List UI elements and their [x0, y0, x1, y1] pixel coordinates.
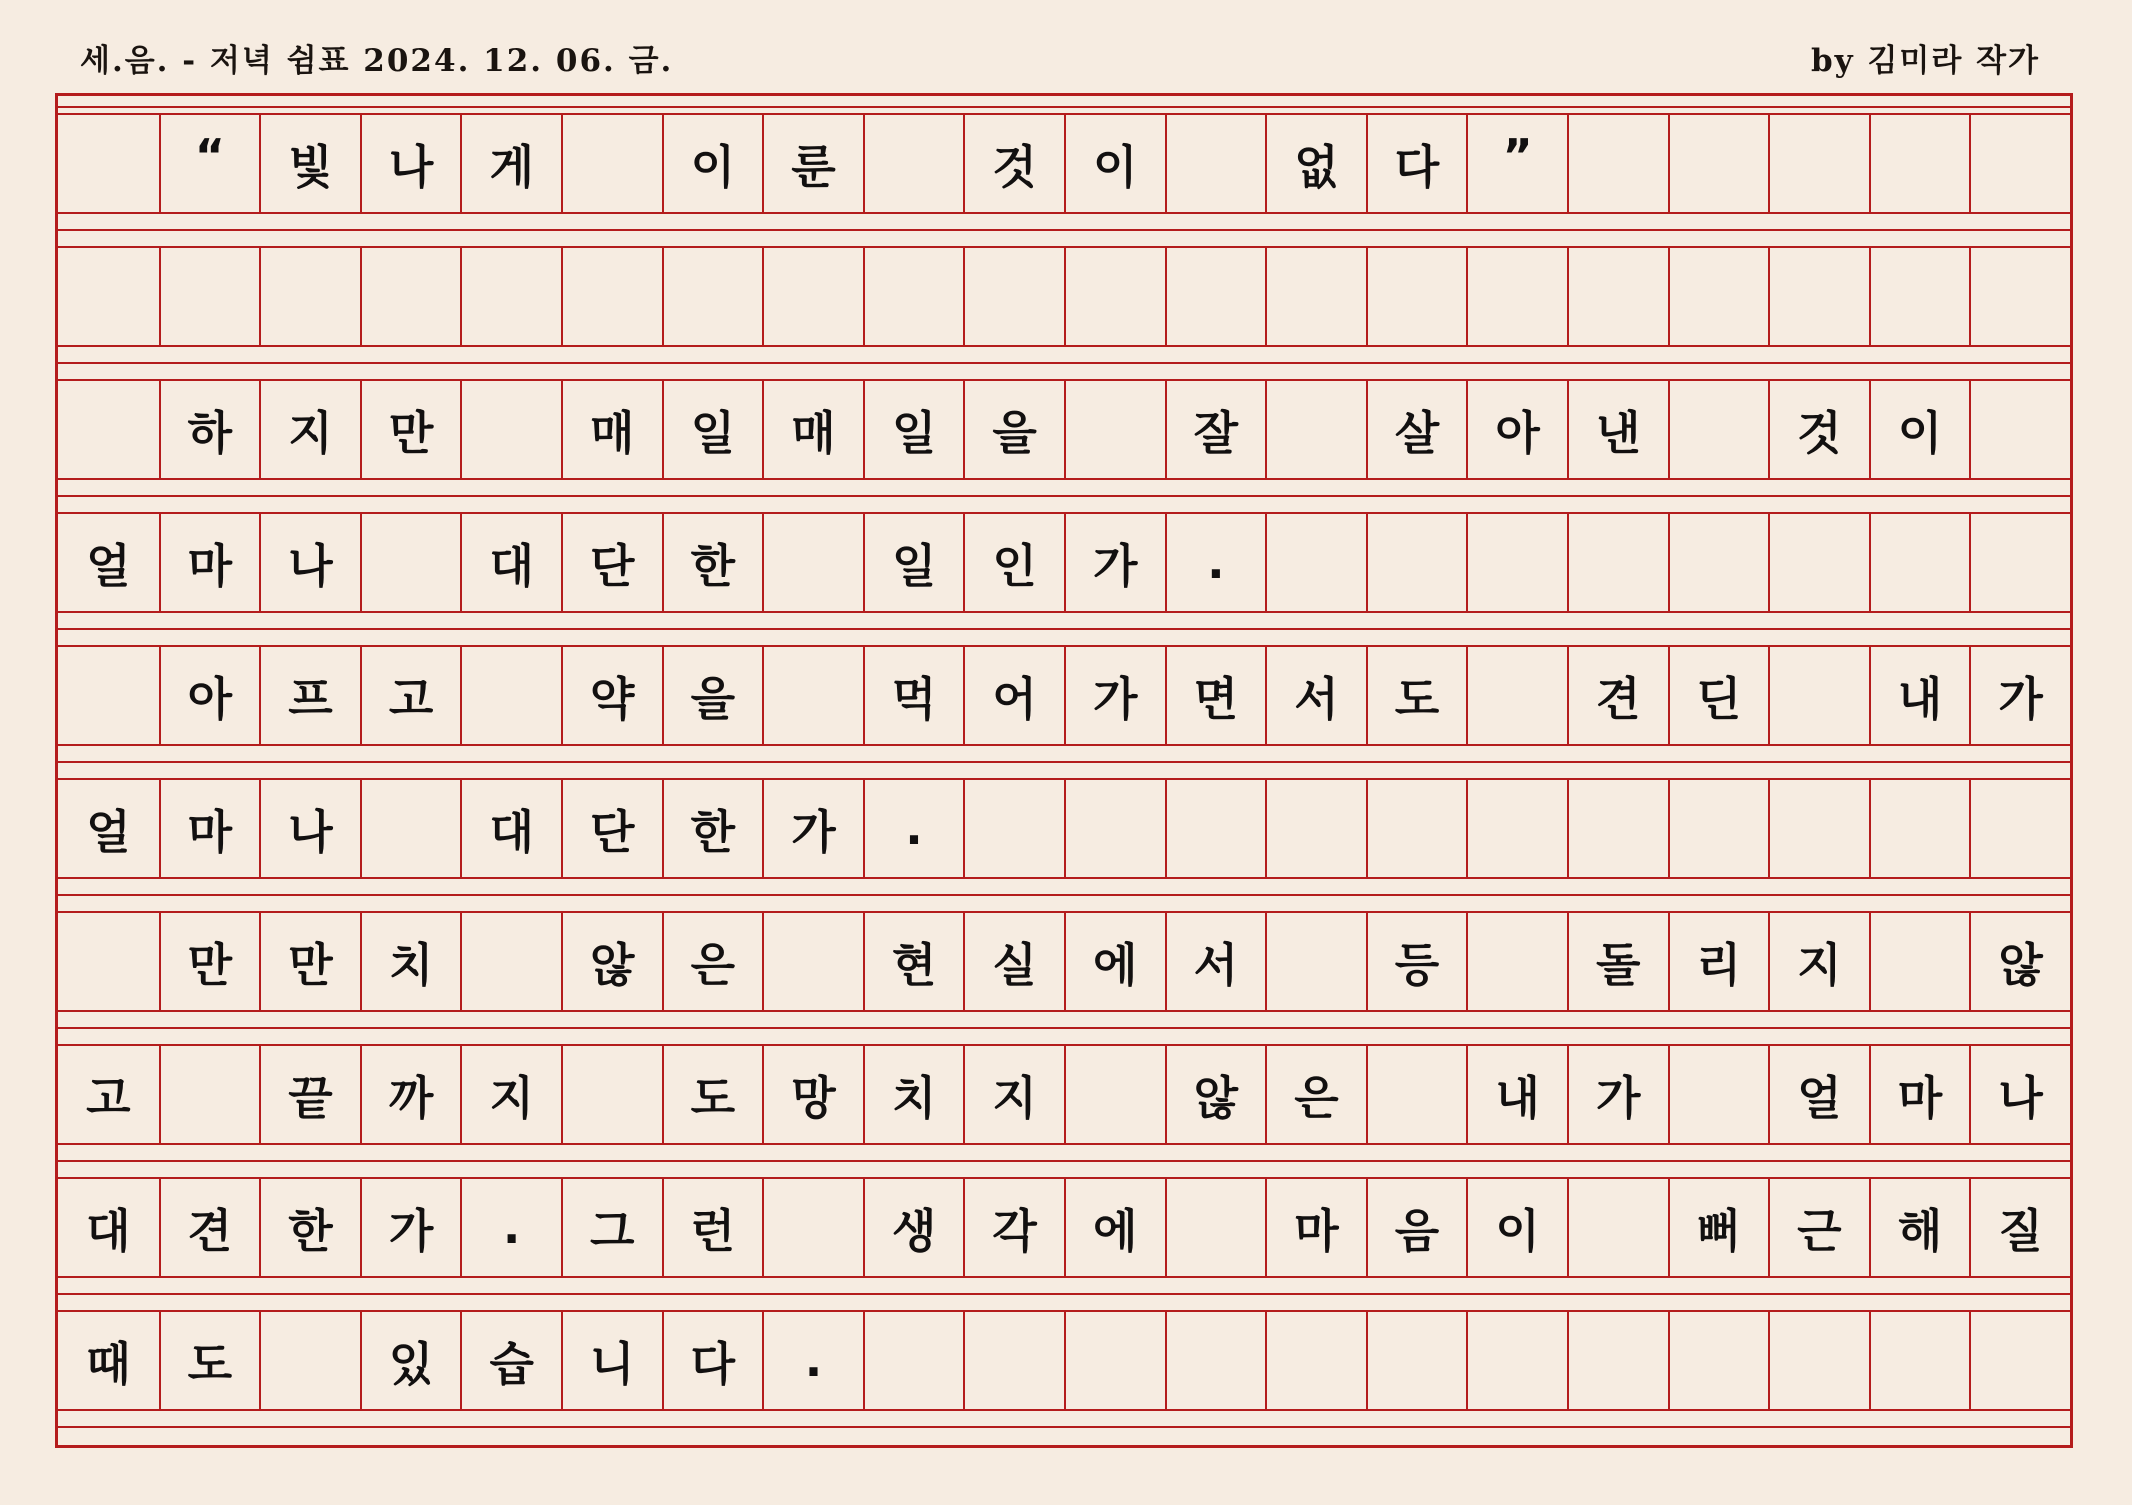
grid-cell: [762, 514, 863, 611]
grid-cell: 다: [662, 1312, 763, 1409]
grid-cell: 때: [86, 1336, 131, 1391]
grid-cell: 을: [662, 647, 763, 744]
grid-cell: [259, 1312, 360, 1409]
grid-cell: [1265, 1312, 1366, 1409]
grid-cell: ”: [1466, 115, 1567, 212]
grid-cell: 습: [460, 1312, 561, 1409]
grid-cell: 것: [963, 115, 1064, 212]
grid-cell: [1768, 1312, 1869, 1409]
grid-cell: [561, 1046, 662, 1143]
page-header: [80, 28, 2040, 86]
grid-cell: 면: [1165, 647, 1266, 744]
grid-cell: 하: [159, 381, 260, 478]
grid-cell: 까: [360, 1046, 461, 1143]
guide-line: [58, 1293, 2070, 1295]
grid-cell: 가: [1064, 514, 1165, 611]
grid-cell: [1668, 1046, 1769, 1143]
grid-cell: 매: [561, 381, 662, 478]
grid-cell: [1869, 514, 1970, 611]
grid-cell: 이: [662, 115, 763, 212]
guide-line: [58, 761, 2070, 763]
grid-cell: 내: [1869, 647, 1970, 744]
grid-cell: 질: [1969, 1179, 2070, 1276]
grid-cell: 일: [863, 381, 964, 478]
grid-cell: [1668, 381, 1769, 478]
grid-cell: [1366, 248, 1467, 345]
grid-cell: 돌: [1567, 913, 1668, 1010]
grid-row: [58, 645, 2070, 746]
grid-cell: 도: [1366, 647, 1467, 744]
grid-cell: [1064, 1312, 1165, 1409]
grid-cell: 대: [460, 780, 561, 877]
grid-row: [58, 246, 2070, 347]
grid-cell: [1064, 381, 1165, 478]
grid-cell: .: [460, 1179, 561, 1276]
grid-cell: [1265, 780, 1366, 877]
grid-cell: 프: [259, 647, 360, 744]
grid-cell: 가: [762, 780, 863, 877]
grid-cell: 얼: [86, 538, 131, 593]
grid-cell: 견: [1567, 647, 1668, 744]
grid-cell: 다: [1366, 115, 1467, 212]
grid-cell: 인: [963, 514, 1064, 611]
grid-cell: [58, 115, 159, 212]
grid-cell: 치: [360, 913, 461, 1010]
grid-cell: [1466, 913, 1567, 1010]
grid-cell: [1869, 248, 1970, 345]
grid-cell: [662, 248, 763, 345]
grid-cell: [1567, 1179, 1668, 1276]
grid-cell: 만: [360, 381, 461, 478]
grid-row: [58, 512, 2070, 613]
guide-line: [58, 229, 2070, 231]
grid-cell: [1567, 514, 1668, 611]
grid-cell: 근: [1768, 1179, 1869, 1276]
grid-cell: 먹: [863, 647, 964, 744]
grid-cell: 아: [1466, 381, 1567, 478]
grid-cell: 딘: [1668, 647, 1769, 744]
grid-cell: 가: [1567, 1046, 1668, 1143]
grid-cell: 살: [1366, 381, 1467, 478]
grid-cell: [1567, 248, 1668, 345]
grid-row: [58, 1044, 2070, 1145]
grid-row: [58, 911, 2070, 1012]
grid-cell: 런: [662, 1179, 763, 1276]
grid-cell: [1466, 780, 1567, 877]
grid-cell: [1668, 514, 1769, 611]
grid-cell: [460, 647, 561, 744]
grid-cell: [1768, 514, 1869, 611]
grid-cell: [1265, 913, 1366, 1010]
guide-line: [58, 495, 2070, 497]
grid-cell: 끝: [259, 1046, 360, 1143]
grid-cell: 룬: [762, 115, 863, 212]
grid-cell: 않: [1969, 913, 2070, 1010]
grid-cell: 한: [662, 514, 763, 611]
manuscript-grid: [58, 96, 2070, 1445]
grid-cell: [1165, 1312, 1266, 1409]
grid-cell: [1768, 647, 1869, 744]
grid-cell: 이: [1869, 381, 1970, 478]
grid-cell: 빛: [259, 115, 360, 212]
grid-cell: [1668, 248, 1769, 345]
grid-cell: 생: [863, 1179, 964, 1276]
grid-cell: [1466, 248, 1567, 345]
grid-cell: [1768, 248, 1869, 345]
grid-cell: 가: [360, 1179, 461, 1276]
grid-cell: [360, 514, 461, 611]
grid-cell: 서: [1265, 647, 1366, 744]
grid-cell: 도: [159, 1312, 260, 1409]
grid-cell: 대: [460, 514, 561, 611]
grid-cell: [863, 115, 964, 212]
grid-cell: [1064, 248, 1165, 345]
grid-cell: 나: [360, 115, 461, 212]
grid-cell: [963, 780, 1064, 877]
grid-cell: 아: [159, 647, 260, 744]
grid-cell: [360, 248, 461, 345]
grid-cell: 은: [662, 913, 763, 1010]
grid-cell: 해: [1869, 1179, 1970, 1276]
grid-cell: 약: [561, 647, 662, 744]
grid-cell: 지: [259, 381, 360, 478]
grid-row: [58, 379, 2070, 480]
grid-cell: 가: [1969, 647, 2070, 744]
grid-cell: [1969, 115, 2070, 212]
guide-line: [58, 1426, 2070, 1428]
grid-cell: [58, 381, 159, 478]
grid-cell: 그: [561, 1179, 662, 1276]
grid-cell: [159, 248, 260, 345]
grid-cell: 한: [259, 1179, 360, 1276]
grid-cell: [963, 248, 1064, 345]
grid-cell: 니: [561, 1312, 662, 1409]
grid-cell: 지: [963, 1046, 1064, 1143]
grid-row: [58, 1310, 2070, 1411]
grid-cell: [1869, 780, 1970, 877]
grid-cell: [1668, 1312, 1769, 1409]
grid-cell: [1466, 1312, 1567, 1409]
grid-cell: 이: [1466, 1179, 1567, 1276]
grid-cell: .: [863, 780, 964, 877]
grid-cell: 어: [963, 647, 1064, 744]
grid-cell: 고: [360, 647, 461, 744]
grid-cell: 게: [460, 115, 561, 212]
grid-cell: [1265, 381, 1366, 478]
grid-cell: .: [762, 1312, 863, 1409]
grid-cell: [460, 248, 561, 345]
grid-cell: 것: [1768, 381, 1869, 478]
grid-cell: 지: [460, 1046, 561, 1143]
grid-cell: [1668, 780, 1769, 877]
grid-cell: [1064, 1046, 1165, 1143]
grid-cell: 일: [662, 381, 763, 478]
grid-cell: [762, 1179, 863, 1276]
grid-cell: 내: [1466, 1046, 1567, 1143]
grid-cell: 을: [963, 381, 1064, 478]
grid-cell: 고: [86, 1070, 131, 1125]
grid-cell: [1064, 780, 1165, 877]
grid-cell: [1466, 647, 1567, 744]
grid-cell: [1969, 1312, 2070, 1409]
grid-cell: [1165, 248, 1266, 345]
grid-cell: [863, 1312, 964, 1409]
grid-cell: [561, 115, 662, 212]
grid-cell: [1567, 115, 1668, 212]
grid-cell: 지: [1768, 913, 1869, 1010]
grid-cell: 없: [1265, 115, 1366, 212]
grid-cell: [1668, 115, 1769, 212]
grid-cell: 있: [360, 1312, 461, 1409]
grid-cell: [1366, 514, 1467, 611]
grid-cell: [1366, 1312, 1467, 1409]
grid-cell: 마: [1869, 1046, 1970, 1143]
grid-cell: [1969, 514, 2070, 611]
guide-line: [58, 106, 2070, 108]
grid-cell: [1869, 115, 1970, 212]
grid-cell: [1165, 780, 1266, 877]
grid-cell: 나: [259, 514, 360, 611]
header-author: by 김미라 작가: [1810, 42, 2040, 79]
grid-cell: 뻐: [1668, 1179, 1769, 1276]
grid-cell: [1969, 248, 2070, 345]
grid-cell: [1869, 1312, 1970, 1409]
grid-cell: 음: [1366, 1179, 1467, 1276]
grid-cell: 한: [662, 780, 763, 877]
grid-cell: “: [159, 115, 260, 212]
grid-cell: [1466, 514, 1567, 611]
grid-cell: 리: [1668, 913, 1769, 1010]
grid-cell: 대: [86, 1203, 131, 1258]
grid-cell: [58, 913, 159, 1010]
guide-line: [58, 1027, 2070, 1029]
grid-row: [58, 778, 2070, 879]
guide-line: [58, 894, 2070, 896]
grid-cell: 견: [159, 1179, 260, 1276]
grid-cell: [259, 248, 360, 345]
grid-cell: [360, 780, 461, 877]
grid-cell: 얼: [1768, 1046, 1869, 1143]
manuscript-sheet: [55, 93, 2073, 1448]
grid-cell: [863, 248, 964, 345]
grid-cell: 치: [863, 1046, 964, 1143]
grid-cell: 마: [159, 514, 260, 611]
grid-cell: 은: [1265, 1046, 1366, 1143]
grid-cell: 일: [863, 514, 964, 611]
grid-cell: [762, 647, 863, 744]
grid-cell: 만: [159, 913, 260, 1010]
grid-cell: [1567, 1312, 1668, 1409]
grid-cell: 각: [963, 1179, 1064, 1276]
grid-cell: 실: [963, 913, 1064, 1010]
grid-cell: [1768, 780, 1869, 877]
grid-cell: [1265, 248, 1366, 345]
grid-cell: 단: [561, 514, 662, 611]
grid-cell: 가: [1064, 647, 1165, 744]
grid-row: [58, 1177, 2070, 1278]
grid-cell: 않: [1165, 1046, 1266, 1143]
guide-line: [58, 362, 2070, 364]
grid-cell: [1969, 381, 2070, 478]
grid-cell: .: [1165, 514, 1266, 611]
grid-cell: [58, 647, 159, 744]
grid-cell: 낸: [1567, 381, 1668, 478]
grid-cell: 얼: [86, 804, 131, 859]
grid-cell: [1366, 1046, 1467, 1143]
grid-cell: [1366, 780, 1467, 877]
grid-cell: [1165, 115, 1266, 212]
grid-cell: [58, 248, 159, 345]
grid-cell: [1869, 913, 1970, 1010]
guide-line: [58, 1160, 2070, 1162]
grid-cell: 잘: [1165, 381, 1266, 478]
grid-cell: 에: [1064, 913, 1165, 1010]
guide-line: [58, 628, 2070, 630]
grid-cell: [963, 1312, 1064, 1409]
grid-cell: 않: [561, 913, 662, 1010]
grid-cell: 마: [159, 780, 260, 877]
grid-cell: [1165, 1179, 1266, 1276]
grid-cell: [762, 913, 863, 1010]
grid-cell: 단: [561, 780, 662, 877]
grid-cell: [561, 248, 662, 345]
grid-cell: 매: [762, 381, 863, 478]
grid-cell: [1567, 780, 1668, 877]
grid-cell: 이: [1064, 115, 1165, 212]
grid-cell: 서: [1165, 913, 1266, 1010]
grid-cell: 망: [762, 1046, 863, 1143]
grid-cell: [762, 248, 863, 345]
grid-cell: [460, 913, 561, 1010]
grid-cell: [1265, 514, 1366, 611]
grid-cell: 만: [259, 913, 360, 1010]
grid-cell: [1768, 115, 1869, 212]
grid-cell: 도: [662, 1046, 763, 1143]
grid-cell: 현: [863, 913, 964, 1010]
grid-cell: 마: [1265, 1179, 1366, 1276]
grid-row: [58, 113, 2070, 214]
grid-cell: [1969, 780, 2070, 877]
grid-cell: 나: [1969, 1046, 2070, 1143]
grid-cell: 나: [259, 780, 360, 877]
header-title: 세.음. - 저녁 쉼표 2024. 12. 06. 금.: [80, 42, 674, 79]
grid-cell: 등: [1366, 913, 1467, 1010]
grid-cell: 에: [1064, 1179, 1165, 1276]
grid-cell: [159, 1046, 260, 1143]
grid-cell: [460, 381, 561, 478]
